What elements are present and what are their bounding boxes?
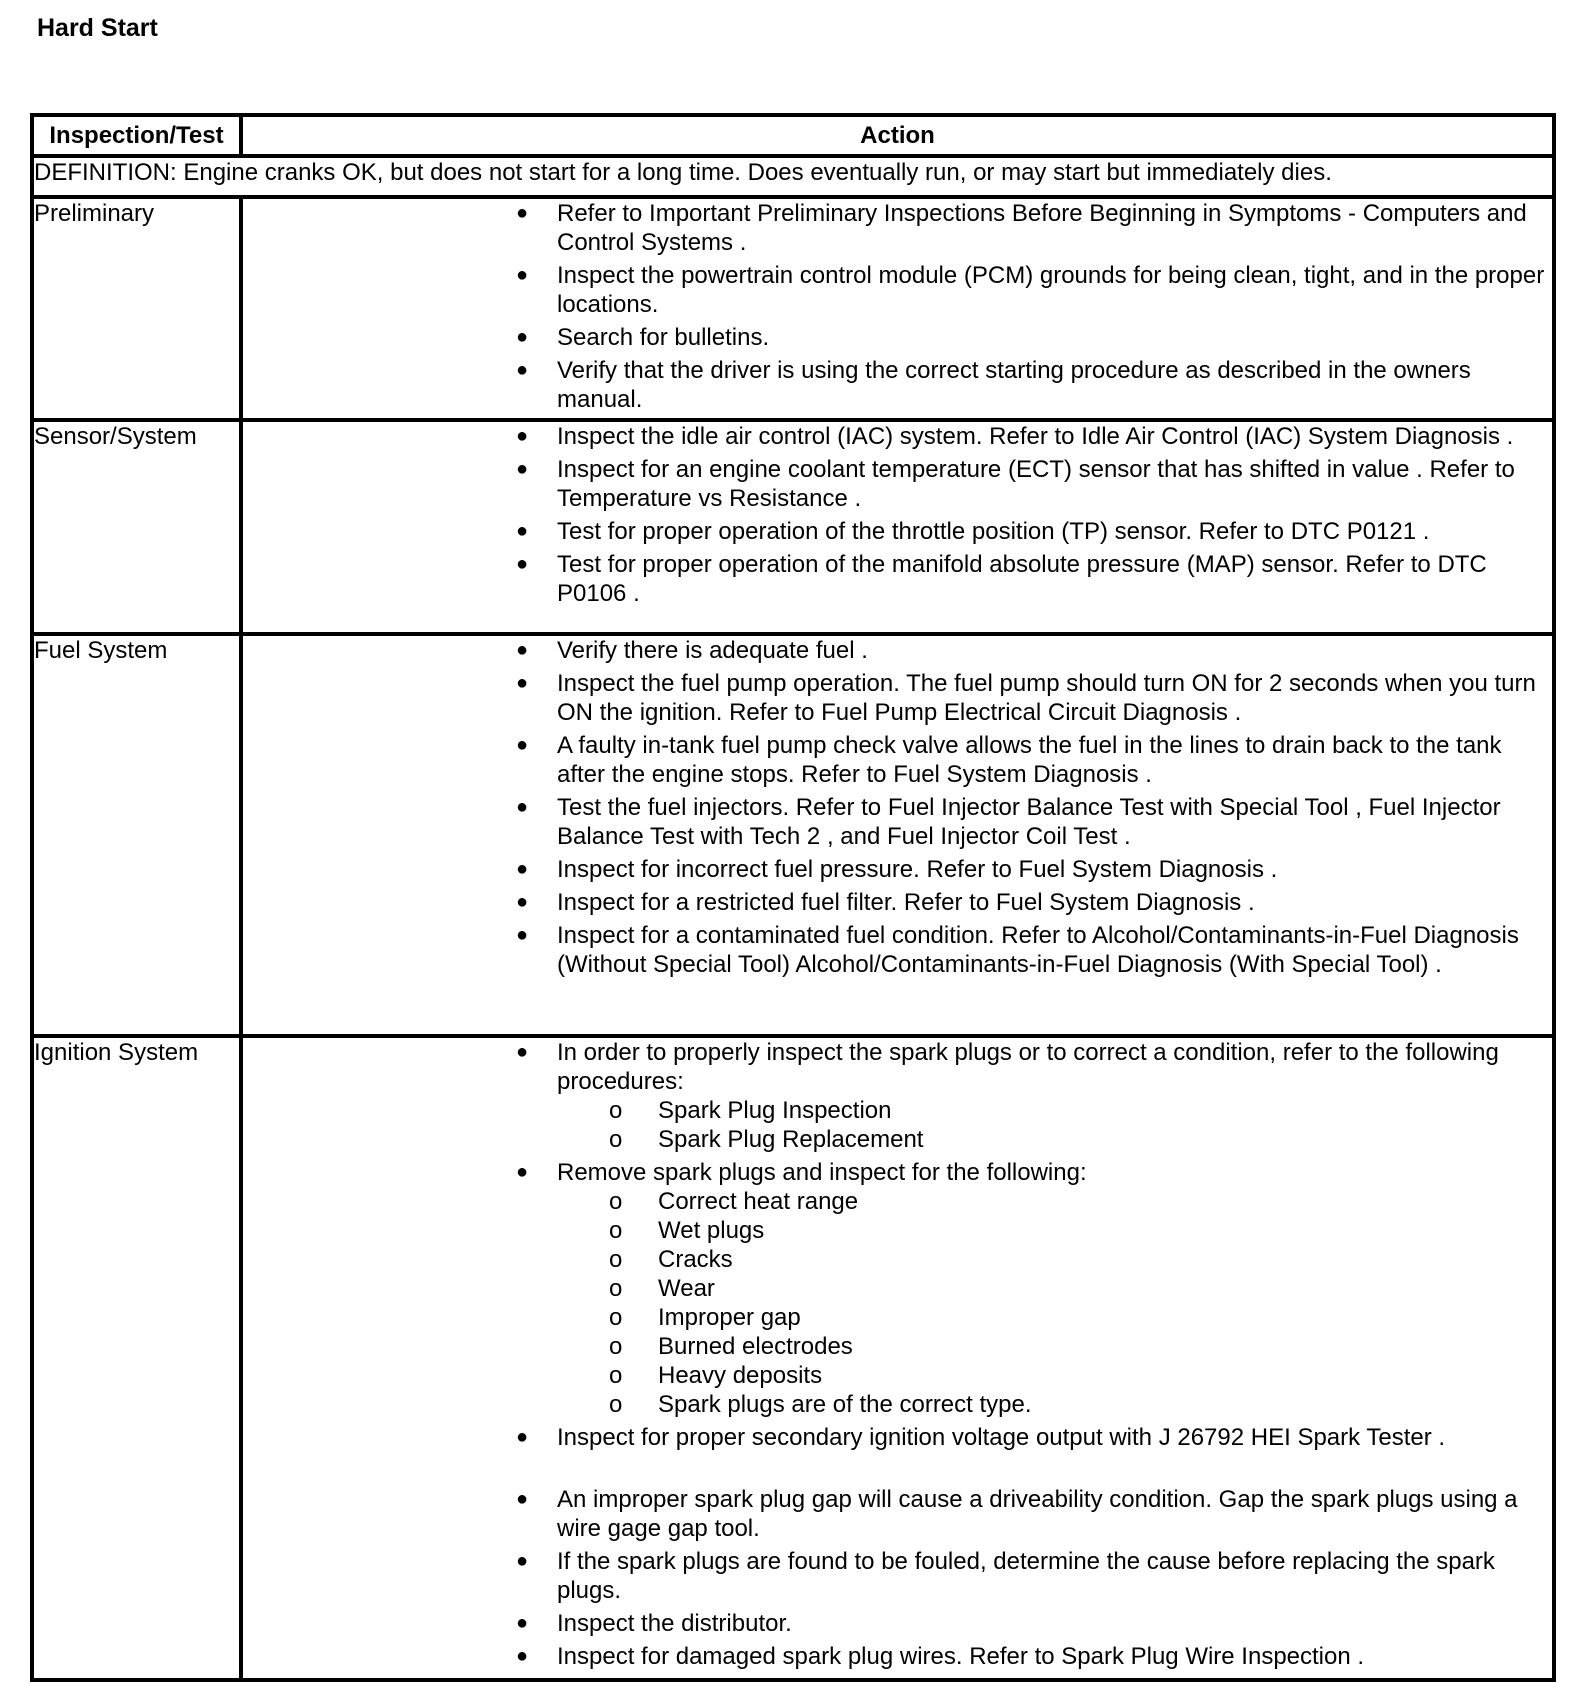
list-item-text: Inspect for a restricted fuel filter. Refer to Fuel System Diagnosis . (557, 889, 1255, 916)
list-item (243, 731, 1552, 789)
list-item (243, 1038, 1552, 1154)
header-inspection-test: Inspection/Test (32, 115, 241, 156)
sub-list (557, 1187, 1552, 1419)
definition-text: DEFINITION: Engine cranks OK, but does not start for a long time. Does eventually run, or may start but immediately dies. (32, 156, 1554, 197)
sub-list-item (557, 1216, 1552, 1245)
list-item-text: Verify there is adequate fuel . (557, 637, 868, 664)
sub-list-item (557, 1390, 1552, 1419)
bullet-icon: ● (516, 202, 529, 224)
list-item (243, 636, 1552, 665)
list-item-text: Inspect for proper secondary ignition voltage output with J 26792 HEI Spark Tester . (557, 1424, 1446, 1451)
circle-bullet-icon: o (609, 1333, 623, 1360)
circle-bullet-icon: o (609, 1217, 623, 1244)
list-item (243, 793, 1552, 851)
list-item-text: In order to properly inspect the spark plugs or to correct a condition, refer to the following procedures: (557, 1039, 1499, 1095)
row-actions (241, 1036, 1554, 1680)
sub-list-item (557, 1332, 1552, 1361)
row-label: Sensor/System (32, 420, 241, 634)
list-item-text: Refer to Important Preliminary Inspections Before Beginning in Symptoms - Computers and Control Systems . (557, 200, 1527, 256)
bullet-icon: ● (516, 858, 529, 880)
list-item (243, 921, 1552, 979)
list-item-text: Inspect for damaged spark plug wires. Refer to Spark Plug Wire Inspection . (557, 1643, 1365, 1670)
action-list (243, 422, 1552, 608)
bullet-icon: ● (516, 1645, 529, 1667)
list-item (243, 261, 1552, 319)
list-item (243, 323, 1552, 352)
bullet-icon: ● (516, 1612, 529, 1634)
sub-list-item-text: Spark Plug Replacement (658, 1126, 924, 1153)
sub-list-item (557, 1361, 1552, 1390)
sub-list-item-text: Heavy deposits (658, 1362, 823, 1389)
bullet-icon: ● (516, 458, 529, 480)
list-item (243, 1642, 1552, 1671)
list-item-text: Verify that the driver is using the correct starting procedure as described in the owners manual. (557, 357, 1471, 413)
bullet-icon: ● (516, 639, 529, 661)
sub-list-item (557, 1125, 1552, 1154)
list-item-text: Inspect the idle air control (IAC) system. Refer to Idle Air Control (IAC) System Diagnosis . (557, 423, 1514, 450)
list-item-text: Test for proper operation of the throttle position (TP) sensor. Refer to DTC P0121 . (557, 518, 1430, 545)
list-item-text: Inspect the fuel pump operation. The fuel pump should turn ON for 2 seconds when you turn ON the ignition. Refer to Fuel Pump Electrical Circuit Diagnosis . (557, 670, 1536, 726)
sub-list-item-text: Improper gap (658, 1304, 801, 1331)
list-item-text: Test for proper operation of the manifold absolute pressure (MAP) sensor. Refer to DTC P0106 . (557, 551, 1487, 607)
table-row-preliminary (32, 197, 1554, 420)
bullet-icon: ● (516, 1426, 529, 1448)
list-item-text: Inspect the powertrain control module (PCM) grounds for being clean, tight, and in the proper locations. (557, 262, 1545, 318)
list-item (243, 199, 1552, 257)
bullet-icon: ● (516, 359, 529, 381)
list-item (243, 422, 1552, 451)
list-item-text: Search for bulletins. (557, 324, 770, 351)
list-item (243, 517, 1552, 546)
list-item-text: A faulty in-tank fuel pump check valve allows the fuel in the lines to drain back to the tank after the engine stops. Refer to Fuel System Diagnosis . (557, 732, 1502, 788)
table-row-ignition-system (32, 1036, 1554, 1680)
action-list (243, 199, 1552, 414)
sub-list-item-text: Correct heat range (658, 1188, 859, 1215)
definition-row (32, 156, 1554, 197)
sub-list-item-text: Wear (658, 1275, 715, 1302)
bullet-icon: ● (516, 553, 529, 575)
bullet-icon: ● (516, 1041, 529, 1063)
list-item (243, 855, 1552, 884)
sub-list-item-text: Wet plugs (658, 1217, 765, 1244)
row-actions (241, 420, 1554, 634)
list-item (243, 356, 1552, 414)
sub-list-item (557, 1274, 1552, 1303)
bullet-icon: ● (516, 264, 529, 286)
list-item-text: Inspect the distributor. (557, 1610, 792, 1637)
circle-bullet-icon: o (609, 1391, 623, 1418)
diagnostic-table (30, 113, 1556, 1682)
list-item-text: An improper spark plug gap will cause a driveability condition. Gap the spark plugs using a wire gage gap tool. (557, 1486, 1518, 1542)
bullet-icon: ● (516, 1488, 529, 1510)
row-label: Preliminary (32, 197, 241, 420)
circle-bullet-icon: o (609, 1246, 623, 1273)
list-item (243, 1609, 1552, 1638)
document-title: Hard Start (37, 14, 158, 42)
bullet-icon: ● (516, 1550, 529, 1572)
bullet-icon: ● (516, 1161, 529, 1183)
action-list (243, 1038, 1552, 1671)
row-label: Ignition System (32, 1036, 241, 1680)
list-item-text: Remove spark plugs and inspect for the following: (557, 1159, 1087, 1186)
action-list (243, 636, 1552, 979)
header-action: Action (241, 115, 1554, 156)
list-item (243, 669, 1552, 727)
row-actions (241, 197, 1554, 420)
header-row (32, 115, 1554, 156)
row-actions (241, 634, 1554, 1036)
circle-bullet-icon: o (609, 1188, 623, 1215)
circle-bullet-icon: o (609, 1126, 623, 1153)
list-item-text: If the spark plugs are found to be fouled, determine the cause before replacing the spark plugs. (557, 1548, 1495, 1604)
bullet-icon: ● (516, 326, 529, 348)
sub-list-item-text: Burned electrodes (658, 1333, 853, 1360)
sub-list-item-text: Spark plugs are of the correct type. (658, 1391, 1032, 1418)
list-item (243, 550, 1552, 608)
sub-list (557, 1096, 1552, 1154)
table-row-fuel-system (32, 634, 1554, 1036)
circle-bullet-icon: o (609, 1097, 623, 1124)
list-item-text: Inspect for a contaminated fuel condition. Refer to Alcohol/Contaminants-in-Fuel Diagnosis (Without Special Tool) Alcohol/Contaminants-in-Fuel Diagnosis (With Special Tool) . (557, 922, 1519, 978)
list-item-text: Inspect for an engine coolant temperature (ECT) sensor that has shifted in value . Refer to Temperature vs Resistance . (557, 456, 1515, 512)
circle-bullet-icon: o (609, 1275, 623, 1302)
bullet-icon: ● (516, 425, 529, 447)
bullet-icon: ● (516, 520, 529, 542)
sub-list-item (557, 1245, 1552, 1274)
list-item (243, 888, 1552, 917)
list-item-text: Test the fuel injectors. Refer to Fuel Injector Balance Test with Special Tool , Fuel Injector Balance Test with Tech 2 , and Fuel Injector Coil Test . (557, 794, 1501, 850)
bullet-icon: ● (516, 734, 529, 756)
circle-bullet-icon: o (609, 1304, 623, 1331)
bullet-icon: ● (516, 924, 529, 946)
row-label: Fuel System (32, 634, 241, 1036)
list-item (243, 1158, 1552, 1419)
sub-list-item (557, 1187, 1552, 1216)
circle-bullet-icon: o (609, 1362, 623, 1389)
sub-list-item-text: Cracks (658, 1246, 733, 1273)
list-item (243, 1485, 1552, 1543)
bullet-icon: ● (516, 891, 529, 913)
sub-list-item (557, 1303, 1552, 1332)
table-row-sensor-system (32, 420, 1554, 634)
list-item (243, 1423, 1552, 1452)
sub-list-item (557, 1096, 1552, 1125)
bullet-icon: ● (516, 796, 529, 818)
bullet-icon: ● (516, 672, 529, 694)
list-item-text: Inspect for incorrect fuel pressure. Refer to Fuel System Diagnosis . (557, 856, 1278, 883)
list-item (243, 1547, 1552, 1605)
list-item (243, 455, 1552, 513)
sub-list-item-text: Spark Plug Inspection (658, 1097, 892, 1124)
